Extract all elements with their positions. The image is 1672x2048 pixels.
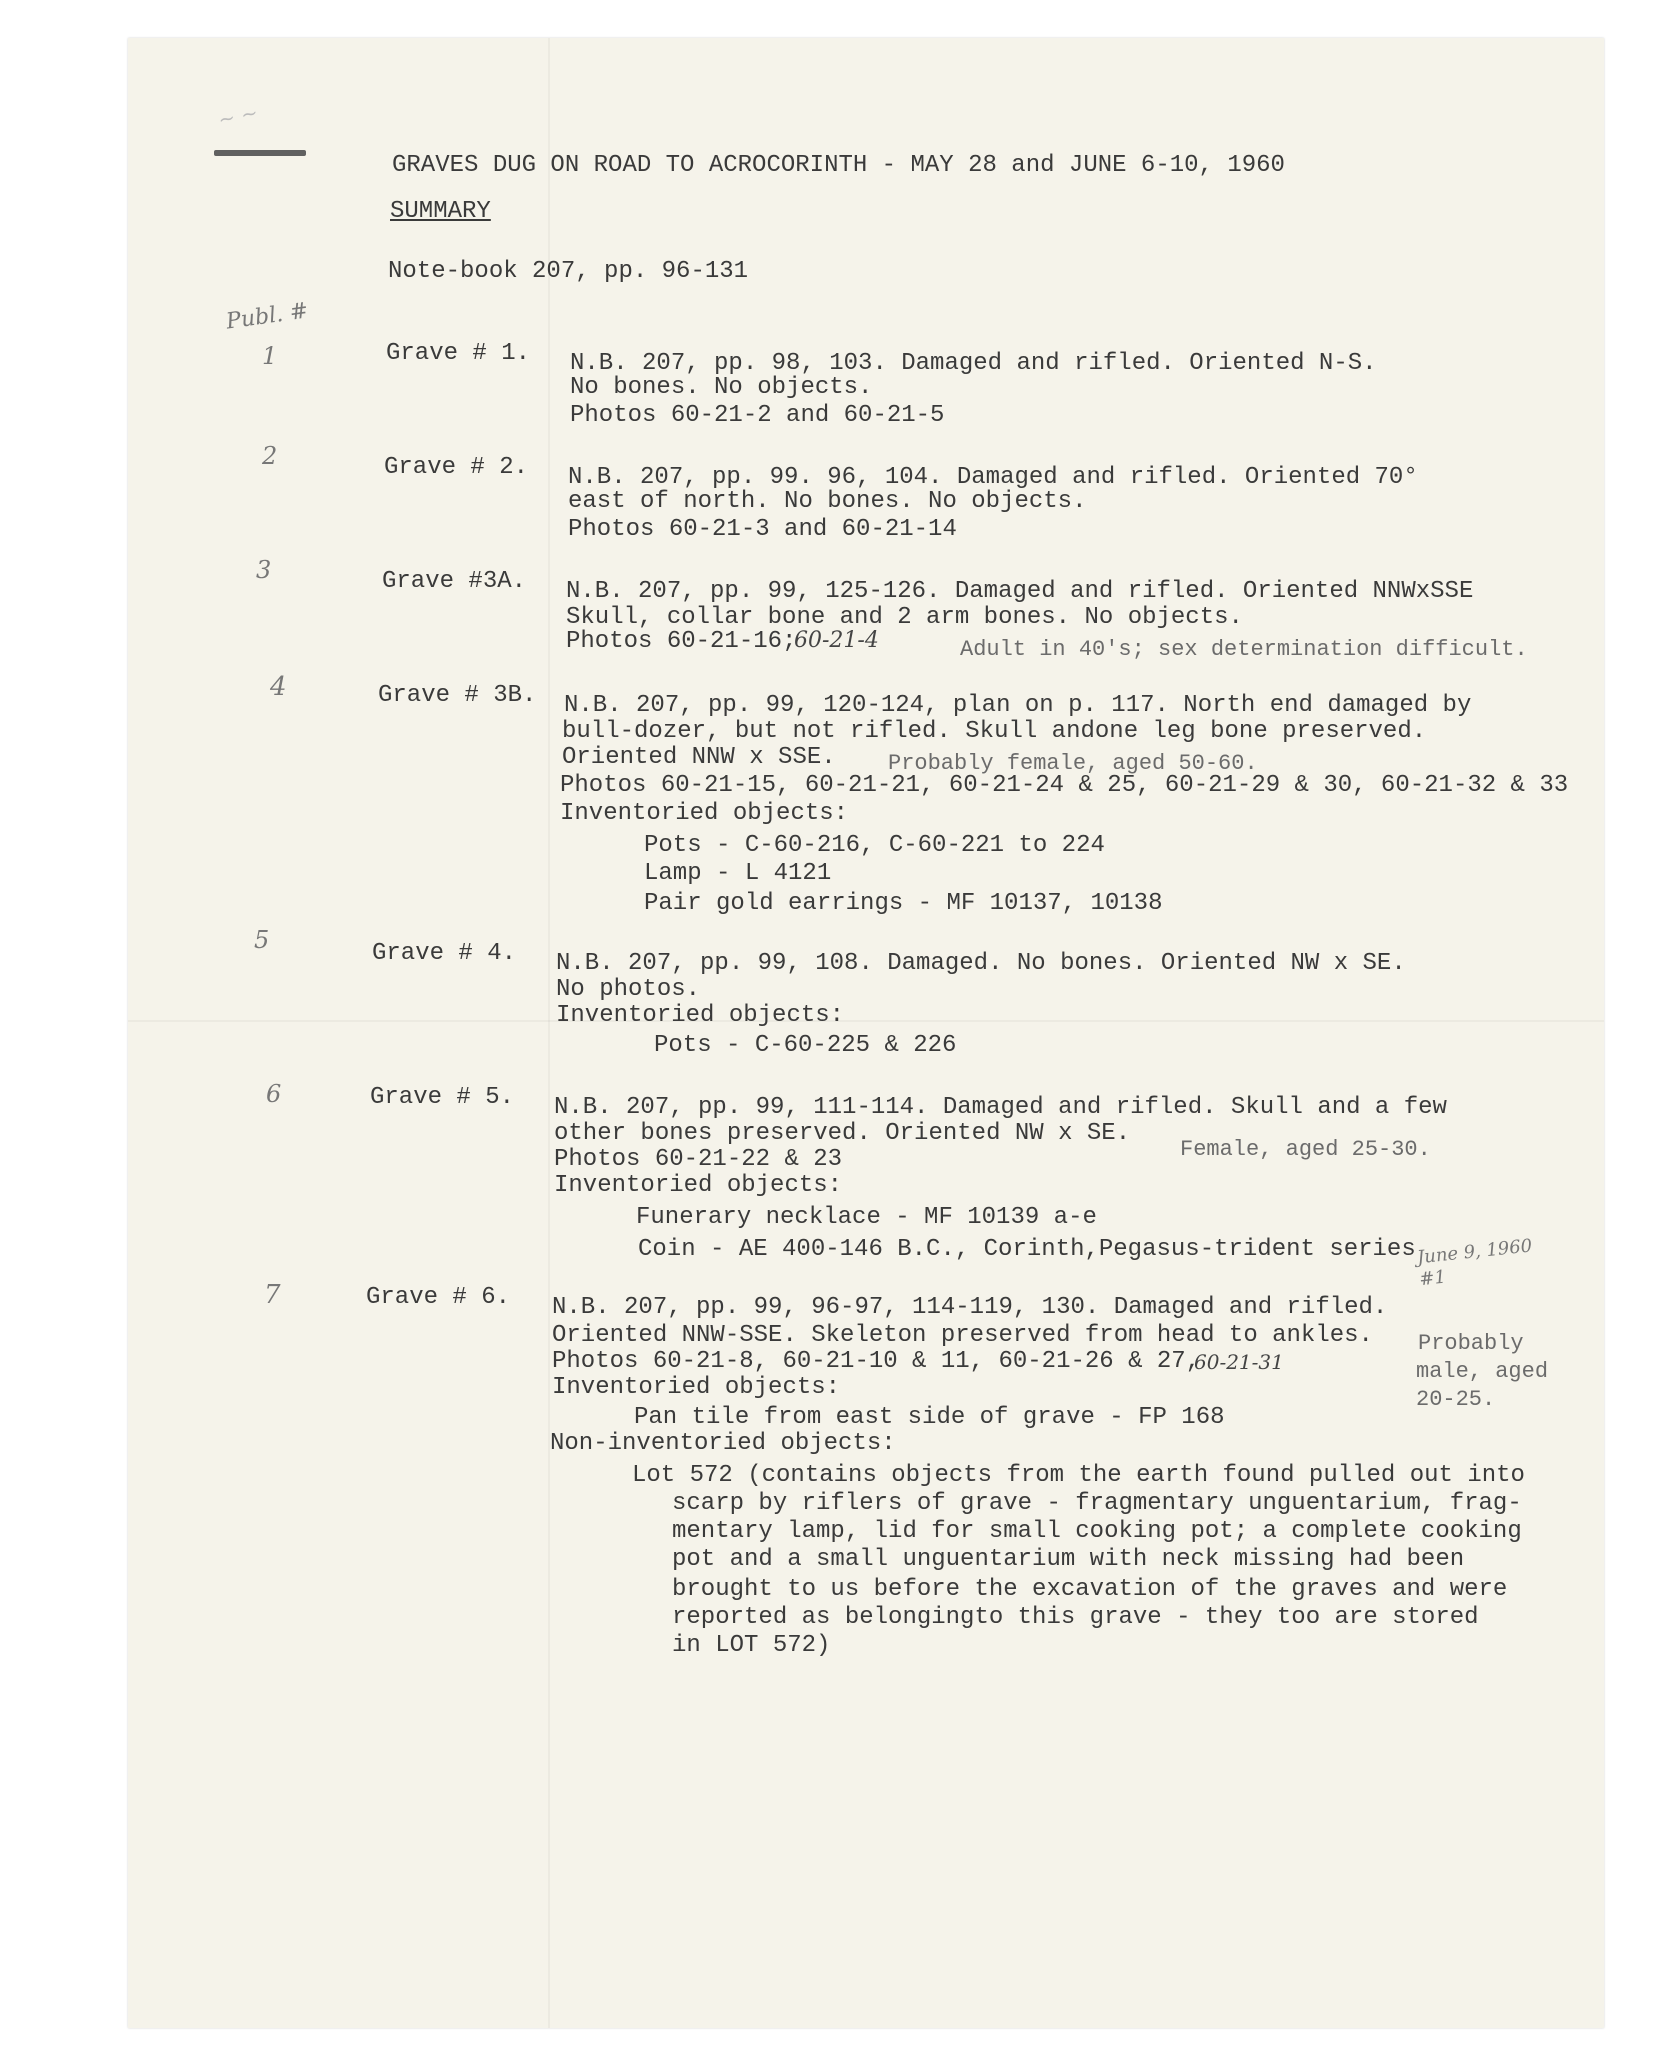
lot-line: reported as belongingto this grave - they too are stored bbox=[672, 1604, 1479, 1631]
notebook-reference: Note-book 207, pp. 96-131 bbox=[388, 258, 749, 285]
publ-number: 2 bbox=[262, 442, 278, 470]
publ-number-heading: Publ. # bbox=[224, 298, 310, 335]
inventory-item: Lamp - L 4121 bbox=[644, 860, 832, 887]
grave-line: N.B. 207, pp. 98, 103. Damaged and rifled. Oriented N-S. bbox=[570, 350, 1377, 377]
handwritten-photo-number: 60-21-4 bbox=[794, 628, 879, 653]
grave-line: Inventoried objects: bbox=[556, 1002, 845, 1029]
lot-line: Lot 572 (contains objects from the earth found pulled out into bbox=[632, 1462, 1525, 1489]
grave-line: N.B. 207, pp. 99. 96, 104. Damaged and rifled. Oriented 70° bbox=[568, 464, 1418, 491]
publ-number: 7 bbox=[264, 1280, 281, 1310]
grave-label: Grave #3A. bbox=[382, 568, 527, 595]
staple bbox=[214, 150, 306, 156]
grave-line: No bones. No objects. bbox=[570, 374, 873, 401]
lot-line: in LOT 572) bbox=[672, 1632, 831, 1659]
age-note: male, aged bbox=[1416, 1359, 1549, 1384]
age-note: Adult in 40's; sex determination difficult. bbox=[960, 637, 1528, 662]
grave-line: Photos 60-21-16; bbox=[566, 628, 797, 655]
inventory-item: Pair gold earrings - MF 10137, 10138 bbox=[644, 890, 1163, 917]
age-note: Probably bbox=[1418, 1331, 1524, 1356]
grave-line: other bones preserved. Oriented NW x SE. bbox=[554, 1120, 1131, 1147]
grave-line: N.B. 207, pp. 99, 108. Damaged. No bones. Oriented NW x SE. bbox=[556, 950, 1406, 977]
grave-label: Grave # 2. bbox=[384, 454, 529, 481]
grave-line: No photos. bbox=[556, 976, 701, 1003]
grave-line: Oriented NNW x SSE. bbox=[562, 744, 836, 771]
grave-label: Grave # 6. bbox=[366, 1284, 511, 1311]
grave-line: N.B. 207, pp. 99, 111-114. Damaged and rifled. Skull and a few bbox=[554, 1094, 1447, 1121]
grave-label: Grave # 3B. bbox=[378, 682, 537, 709]
inventory-item: Funerary necklace - MF 10139 a-e bbox=[636, 1204, 1097, 1231]
lot-line: brought to us before the excavation of the graves and were bbox=[672, 1576, 1508, 1603]
staple-mark: ~ ~ bbox=[215, 100, 260, 132]
document-title: GRAVES DUG ON ROAD TO ACROCORINTH - MAY 28 and JUNE 6-10, 1960 bbox=[392, 152, 1285, 179]
age-note: Probably female, aged 50-60. bbox=[888, 751, 1258, 776]
grave-line: N.B. 207, pp. 99, 96-97, 114-119, 130. Damaged and rifled. bbox=[552, 1294, 1388, 1321]
age-note: 20-25. bbox=[1416, 1387, 1496, 1412]
publ-number: 6 bbox=[266, 1080, 282, 1108]
age-note: Female, aged 25-30. bbox=[1180, 1137, 1431, 1162]
grave-line: N.B. 207, pp. 99, 120-124, plan on p. 117. North end damaged by bbox=[564, 692, 1472, 719]
grave-line: east of north. No bones. No objects. bbox=[568, 488, 1087, 515]
grave-line: Photos 60-21-22 & 23 bbox=[554, 1146, 843, 1173]
inventory-item: Pots - C-60-225 & 226 bbox=[654, 1032, 957, 1059]
lot-line: scarp by riflers of grave - fragmentary unguentarium, frag- bbox=[672, 1490, 1522, 1517]
grave-line: bull-dozer, but not rifled. Skull andone leg bone preserved. bbox=[562, 718, 1427, 745]
grave-line: Inventoried objects: bbox=[554, 1172, 843, 1199]
fold-crease-vertical bbox=[548, 38, 550, 2028]
fold-crease-horizontal bbox=[128, 1020, 1604, 1022]
non-inventoried-label: Non-inventoried objects: bbox=[550, 1430, 896, 1457]
handwritten-photo-number: 60-21-31 bbox=[1194, 1350, 1284, 1374]
grave-line: Skull, collar bone and 2 arm bones. No objects. bbox=[566, 604, 1243, 631]
grave-line: N.B. 207, pp. 99, 125-126. Damaged and rifled. Oriented NNWxSSE bbox=[566, 578, 1474, 605]
publ-number: 1 bbox=[262, 342, 278, 370]
inventory-item: Pan tile from east side of grave - FP 168 bbox=[634, 1404, 1225, 1431]
lot-line: pot and a small unguentarium with neck missing had been bbox=[672, 1546, 1465, 1573]
grave-line: Photos 60-21-15, 60-21-21, 60-21-24 & 25, 60-21-29 & 30, 60-21-32 & 33 bbox=[560, 772, 1569, 799]
publ-number: 4 bbox=[270, 672, 287, 702]
grave-line: Oriented NNW-SSE. Skeleton preserved from head to ankles. bbox=[552, 1322, 1373, 1349]
grave-line: Photos 60-21-8, 60-21-10 & 11, 60-21-26 & 27, bbox=[552, 1348, 1201, 1375]
lot-line: mentary lamp, lid for small cooking pot; a complete cooking bbox=[672, 1518, 1522, 1545]
inventory-item: Coin - AE 400-146 B.C., Corinth,Pegasus-trident series bbox=[638, 1236, 1416, 1263]
inventory-item: Pots - C-60-216, C-60-221 to 224 bbox=[644, 832, 1105, 859]
publ-number: 5 bbox=[254, 926, 270, 954]
publ-number: 3 bbox=[256, 556, 272, 584]
grave-label: Grave # 4. bbox=[372, 940, 517, 967]
grave-line: Inventoried objects: bbox=[560, 800, 849, 827]
grave-line: Photos 60-21-3 and 60-21-14 bbox=[568, 516, 957, 543]
summary-heading: SUMMARY bbox=[390, 198, 491, 225]
grave-label: Grave # 5. bbox=[370, 1084, 515, 1111]
grave-line: Inventoried objects: bbox=[552, 1374, 841, 1401]
handwritten-date-note: June 9, 1960 #1 bbox=[1416, 1235, 1534, 1291]
grave-label: Grave # 1. bbox=[386, 340, 531, 367]
grave-line: Photos 60-21-2 and 60-21-5 bbox=[570, 402, 945, 429]
